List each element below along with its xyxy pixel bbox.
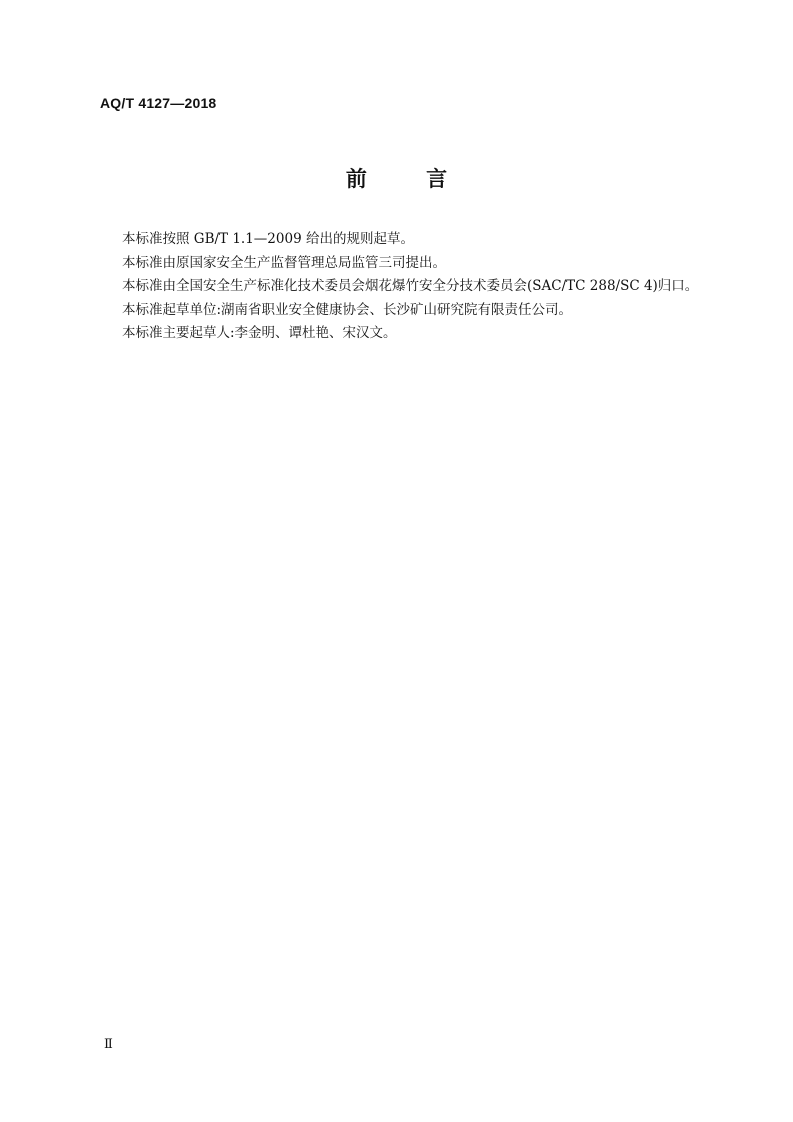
paragraph-main-drafters: 本标准主要起草人:李金明、谭杜艳、宋汉文。 — [122, 325, 397, 341]
paragraph-proposed-by: 本标准由原国家安全生产监督管理总局监管三司提出。 — [122, 254, 446, 271]
page-number: Ⅱ — [104, 1036, 113, 1051]
paragraph-drafting-rules: 本标准按照 GB/T 1.1—2009 给出的规则起草。 — [122, 231, 414, 247]
foreword-body — [122, 228, 742, 346]
standard-code: AQ/T 4127—2018 — [100, 95, 217, 111]
page-title: 前 言 — [345, 167, 474, 191]
paragraph-under-jurisdiction: 本标准由全国安全生产标准化技术委员会烟花爆竹安全分技术委员会(SAC/TC 288/SC 4)归口。 — [122, 278, 699, 294]
paragraph-drafting-organizations: 本标准起草单位:湖南省职业安全健康协会、长沙矿山研究院有限责任公司。 — [122, 301, 573, 318]
